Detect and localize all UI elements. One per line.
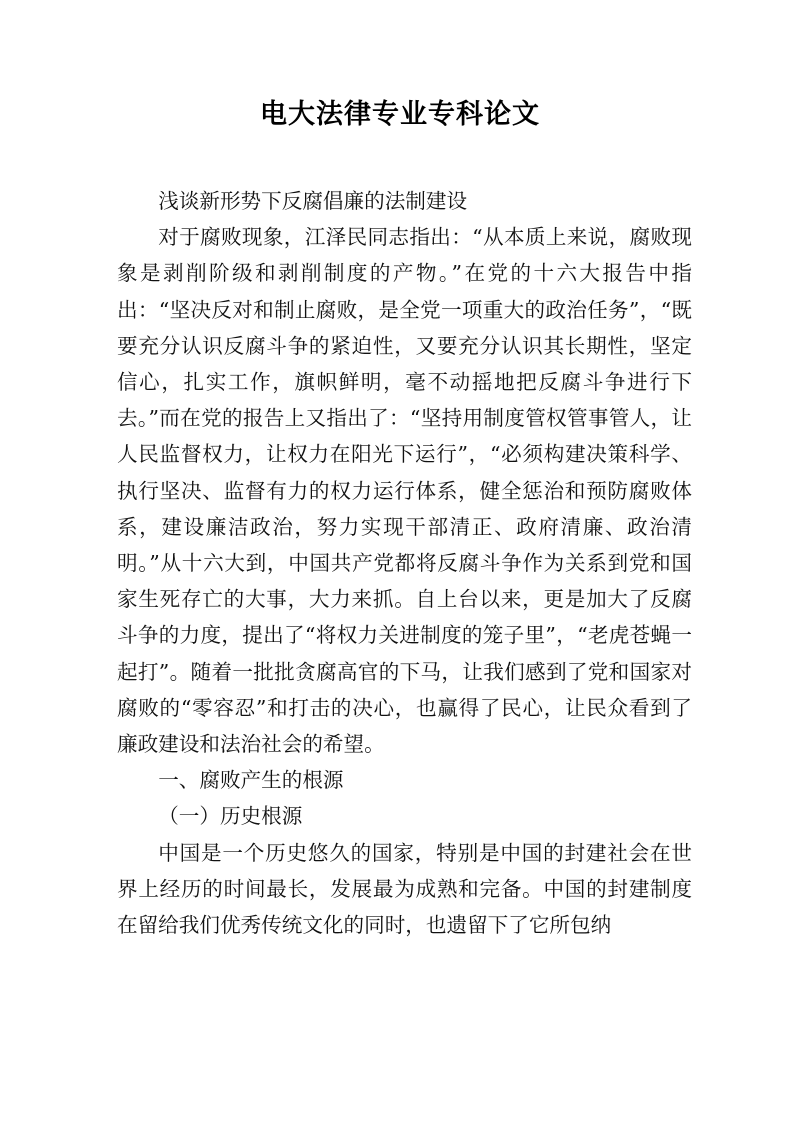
document-title: 电大法律专业专科论文 <box>260 99 540 130</box>
paragraph-intro: 对于腐败现象，江泽民同志指出：“从本质上来说，腐败现象是剥削阶级和剥削制度的产物。”在党的十六大报告中指出：“坚决反对和制止腐败，是全党一项重大的政治任务”，“既要充分认识反腐斗争的紧迫性，又要充分认识其长期性，坚定信心，扎实工作，旗帜鲜明，毫不动摇地把反腐斗争进行下去。”而在党的报告上又指出了：“坚持用制度管权管事管人，让人民监督权力，让权力在阳光下运行”，“必须构建决策科学、执行坚决、监督有力的权力运行体系，健全惩治和预防腐败体系，建设廉洁政治，努力实现干部清正、政府清廉、政治清明。”从十六大到，中国共产党都将反腐斗争作为关系到党和国家生死存亡的大事，大力来抓。自上台以来，更是加大了反腐斗争的力度，提出了“将权力关进制度的笼子里”，“老虎苍蝇一起打”。随着一批批贪腐高官的下马，让我们感到了党和国家对腐败的“零容忍”和打击的决心，也赢得了民心，让民众看到了廉政建设和法治社会的希望。 <box>117 225 692 757</box>
paragraph-subtitle: 浅谈新形势下反腐倡廉的法制建设 <box>158 189 468 213</box>
paragraph-history: 中国是一个历史悠久的国家，特别是中国的封建社会在世界上经历的时间最长，发展最为成熟和完备。中国的封建制度在留给我们优秀传统文化的同时，也遗留下了它所包纳 <box>117 840 692 938</box>
subsection-heading: （一）历史根源 <box>158 804 303 829</box>
document-body <box>117 183 692 943</box>
section-heading: 一、腐败产生的根源 <box>158 768 344 793</box>
